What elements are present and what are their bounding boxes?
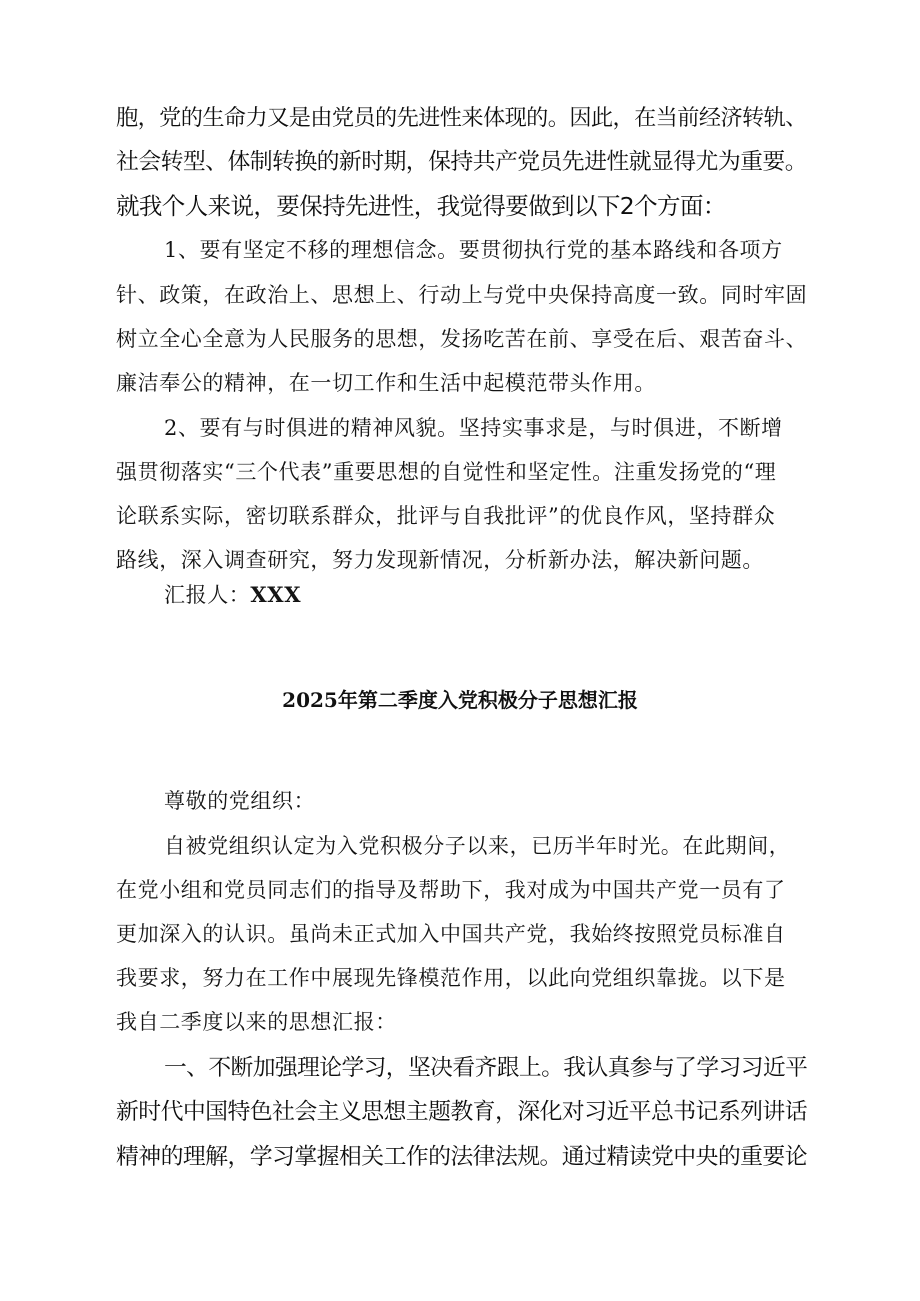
- para-line-2: 在党小组和党员同志们的指导及帮助下，我对成为中国共产党一员有了: [116, 878, 786, 902]
- report-title: 2025年第二季度入党积极分子思想汇报: [282, 688, 638, 712]
- heading1-line-2: 新时代中国特色社会主义思想主题教育，深化对习近平总书记系列讲话: [116, 1099, 808, 1125]
- point2-line-3: 论联系实际，密切联系群众，批评与自我批评”的优良作风，坚持群众: [116, 504, 776, 528]
- reporter-line: [164, 584, 301, 606]
- para-line-1: 自被党组织认定为入党积极分子以来，已历半年时光。在此期间，: [164, 834, 791, 858]
- point1-line-1: 1、要有坚定不移的理想信念。要贯彻执行党的基本路线和各项方: [164, 238, 783, 262]
- intro-line-2: 社会转型、体制转换的新时期，保持共产党员先进性就显得尤为重要。: [116, 149, 808, 175]
- salutation: 尊敬的党组织：: [164, 789, 316, 813]
- intro-line-1: 胞，党的生命力又是由党员的先进性来体现的。因此，在当前经济转轨、: [116, 105, 807, 131]
- point1-line-3: 树立全心全意为人民服务的思想，发扬吃苦在前、享受在后、艰苦奋斗、: [116, 327, 808, 351]
- heading1-line-1: 一、不断加强理论学习，坚决看齐跟上。我认真参与了学习习近平: [164, 1055, 808, 1081]
- para-line-4: 我要求，努力在工作中展现先锋模范作用，以此向党组织靠拢。以下是: [116, 966, 786, 990]
- point2-line-1: 2、要有与时俱进的精神风貌。坚持实事求是，与时俱进，不断增: [164, 416, 783, 440]
- point2-line-2: 强贯彻落实“三个代表”重要思想的自觉性和坚定性。注重发扬党的“理: [116, 460, 777, 484]
- reporter-label: 汇报人：: [164, 583, 251, 607]
- reporter-name: XXX: [250, 582, 302, 607]
- heading1-line-3: 精神的理解，学习掌握相关工作的法律法规。通过精读党中央的重要论: [116, 1144, 808, 1170]
- intro-line-3: 就我个人来说，要保持先进性，我觉得要做到以下2个方面：: [116, 192, 726, 220]
- point2-line-4: 路线，深入调查研究，努力发现新情况，分析新办法，解决新问题。: [116, 548, 764, 572]
- para-line-5: 我自二季度以来的思想汇报：: [116, 1010, 397, 1034]
- point1-line-4: 廉洁奉公的精神，在一切工作和生活中起模范带头作用。: [116, 371, 656, 395]
- para-line-3: 更加深入的认识。虽尚未正式加入中国共产党，我始终按照党员标准自: [116, 922, 786, 946]
- point1-line-2: 针、政策，在政治上、思想上、行动上与党中央保持高度一致。同时牢固: [116, 283, 808, 307]
